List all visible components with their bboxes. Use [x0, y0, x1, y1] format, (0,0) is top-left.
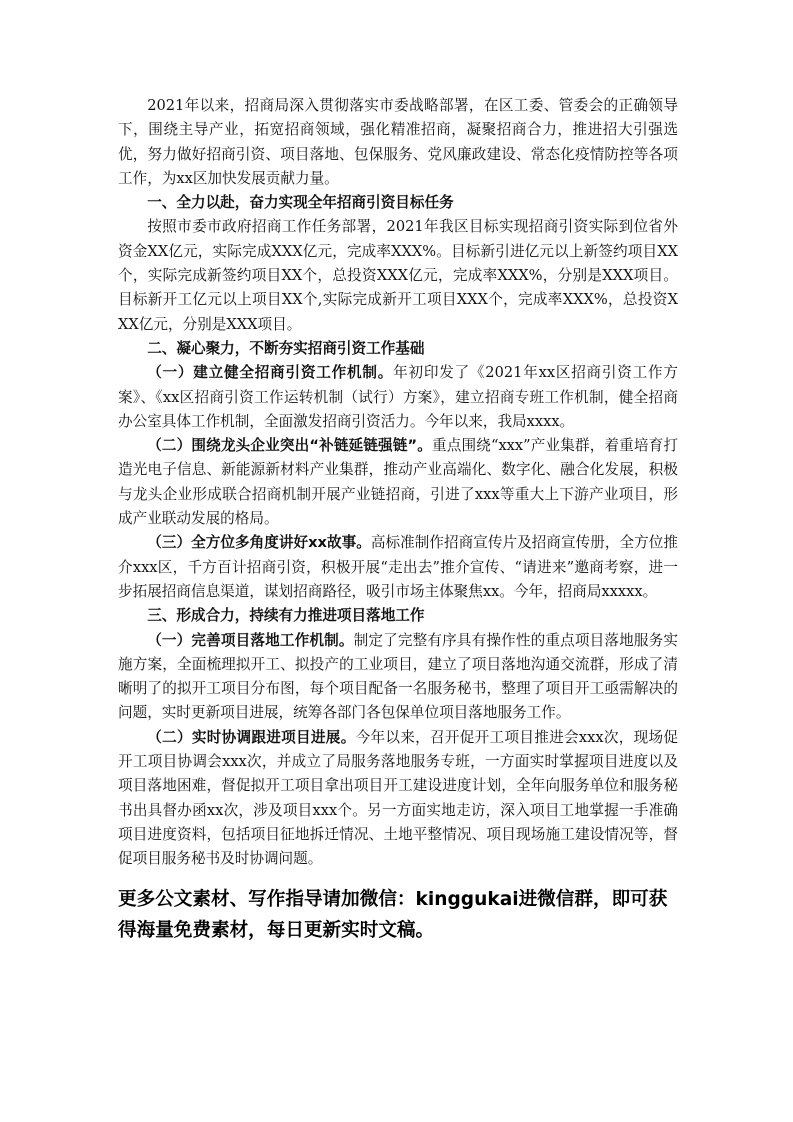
section-2-item-2-text: 重点围绕“xxx”产业集群，着重培育打造光电子信息、新能源新材料产业集群，推动产业高端化、数字化、融合化发展，积极与龙头企业形成联合招商机制开展产业链招商，引进了xxx等重大上下游产业项目，形成产业联动发展的格局。	[118, 437, 679, 528]
section-2-heading: 二、凝心聚力，不断夯实招商引资工作基础	[147, 339, 425, 357]
section-3-heading: 三、形成合力，持续有力推进项目落地工作	[147, 607, 425, 625]
section-3-item-1	[118, 629, 678, 726]
document-page	[118, 94, 678, 946]
section-3-item-2-text: 今年以来，召开促开工项目推进会xxx次，现场促开工项目协调会xxx次，并成立了局服务落地服务专班，一方面实时掌握项目进度以及项目落地困难，督促拟开工项目拿出项目开工建设进度计划，全年向服务单位和服务秘书出具督办函xx次，涉及项目xxx个。另一方面实地走访，深入项目工地掌握一手准确项目进度资料，包括项目征地拆迁情况、土地平整情况、项目现场施工建设情况等，督促项目服务秘书及时协调问题。	[118, 728, 678, 868]
section-2-item-3-title: （三）全方位多角度讲好xx故事。	[147, 534, 371, 552]
section-2-item-2-title: （二）围绕龙头企业突出“补链延链强链”。	[147, 437, 433, 455]
section-2-item-3	[118, 531, 678, 604]
section-3-item-1-text: 制定了完整有序具有操作性的重点项目落地服务实施方案，全面梳理拟开工、拟投产的工业项目，建立了项目落地沟通交流群，形成了清晰明了的拟开工项目分布图，每个项目配备一名服务秘书，整理了项目开工亟需解决的问题，实时更新项目进展，统筹各部门各包保单位项目落地服务工作。	[118, 631, 678, 722]
section-3-item-2	[118, 726, 678, 872]
section-3-item-1-title: （一）完善项目落地工作机制。	[147, 631, 354, 649]
section-2-item-1	[118, 361, 678, 434]
section-1-body: 按照市委市政府招商工作任务部署，2021年我区目标实现招商引资实际到位省外资金XX亿元，实际完成XXX亿元，完成率XXX%。目标新引进亿元以上新签约项目XX个，实际完成新签约项目XX个，总投资XXX亿元，完成率XXX%，分别是XXX项目。目标新开工亿元以上项目XX个,实际完成新开工项目XXX个，完成率XXX%，总投资XXX亿元，分别是XXX项目。	[118, 218, 678, 333]
section-2-item-1-text: 年初印发了《2021年xx区招商引资工作方案》、《xx区招商引资工作运转机制（试行）方案》，建立招商专班工作机制，健全招商办公室具体工作机制，全面激发招商引资活力。今年以来，我局xxxx。	[118, 364, 678, 430]
section-3-item-2-title: （二）实时协调跟进项目进展。	[147, 728, 356, 746]
section-1-heading: 一、全力以赴，奋力实现全年招商引资目标任务	[147, 194, 454, 212]
section-2-item-1-title: （一）建立健全招商引资工作机制。	[147, 364, 394, 382]
intro-paragraph: 2021年以来，招商局深入贯彻落实市委战略部署，在区工委、管委会的正确领导下，围绕主导产业，拓宽招商领域，强化精准招商，凝聚招商合力，推进招大引强选优，努力做好招商引资、项目落地、包保服务、党风廉政建设、常态化疫情防控等各项工作，为xx区加快发展贡献力量。	[118, 97, 678, 187]
section-2-item-2	[118, 434, 678, 531]
promo-footer-text: 更多公文素材、写作指导请加微信：kinggukai进微信群，即可获得海量免费素材，每日更新实时文稿。	[118, 888, 668, 941]
section-2-item-3-text: 高标准制作招商宣传片及招商宣传册，全方位推介xxx区，千方百计招商引资，积极开展“走出去”推介宣传、“请进来”邀商考察，进一步拓展招商信息渠道，谋划招商路径，吸引市场主体聚焦xx。今年，招商局xxxxx。	[118, 534, 678, 600]
